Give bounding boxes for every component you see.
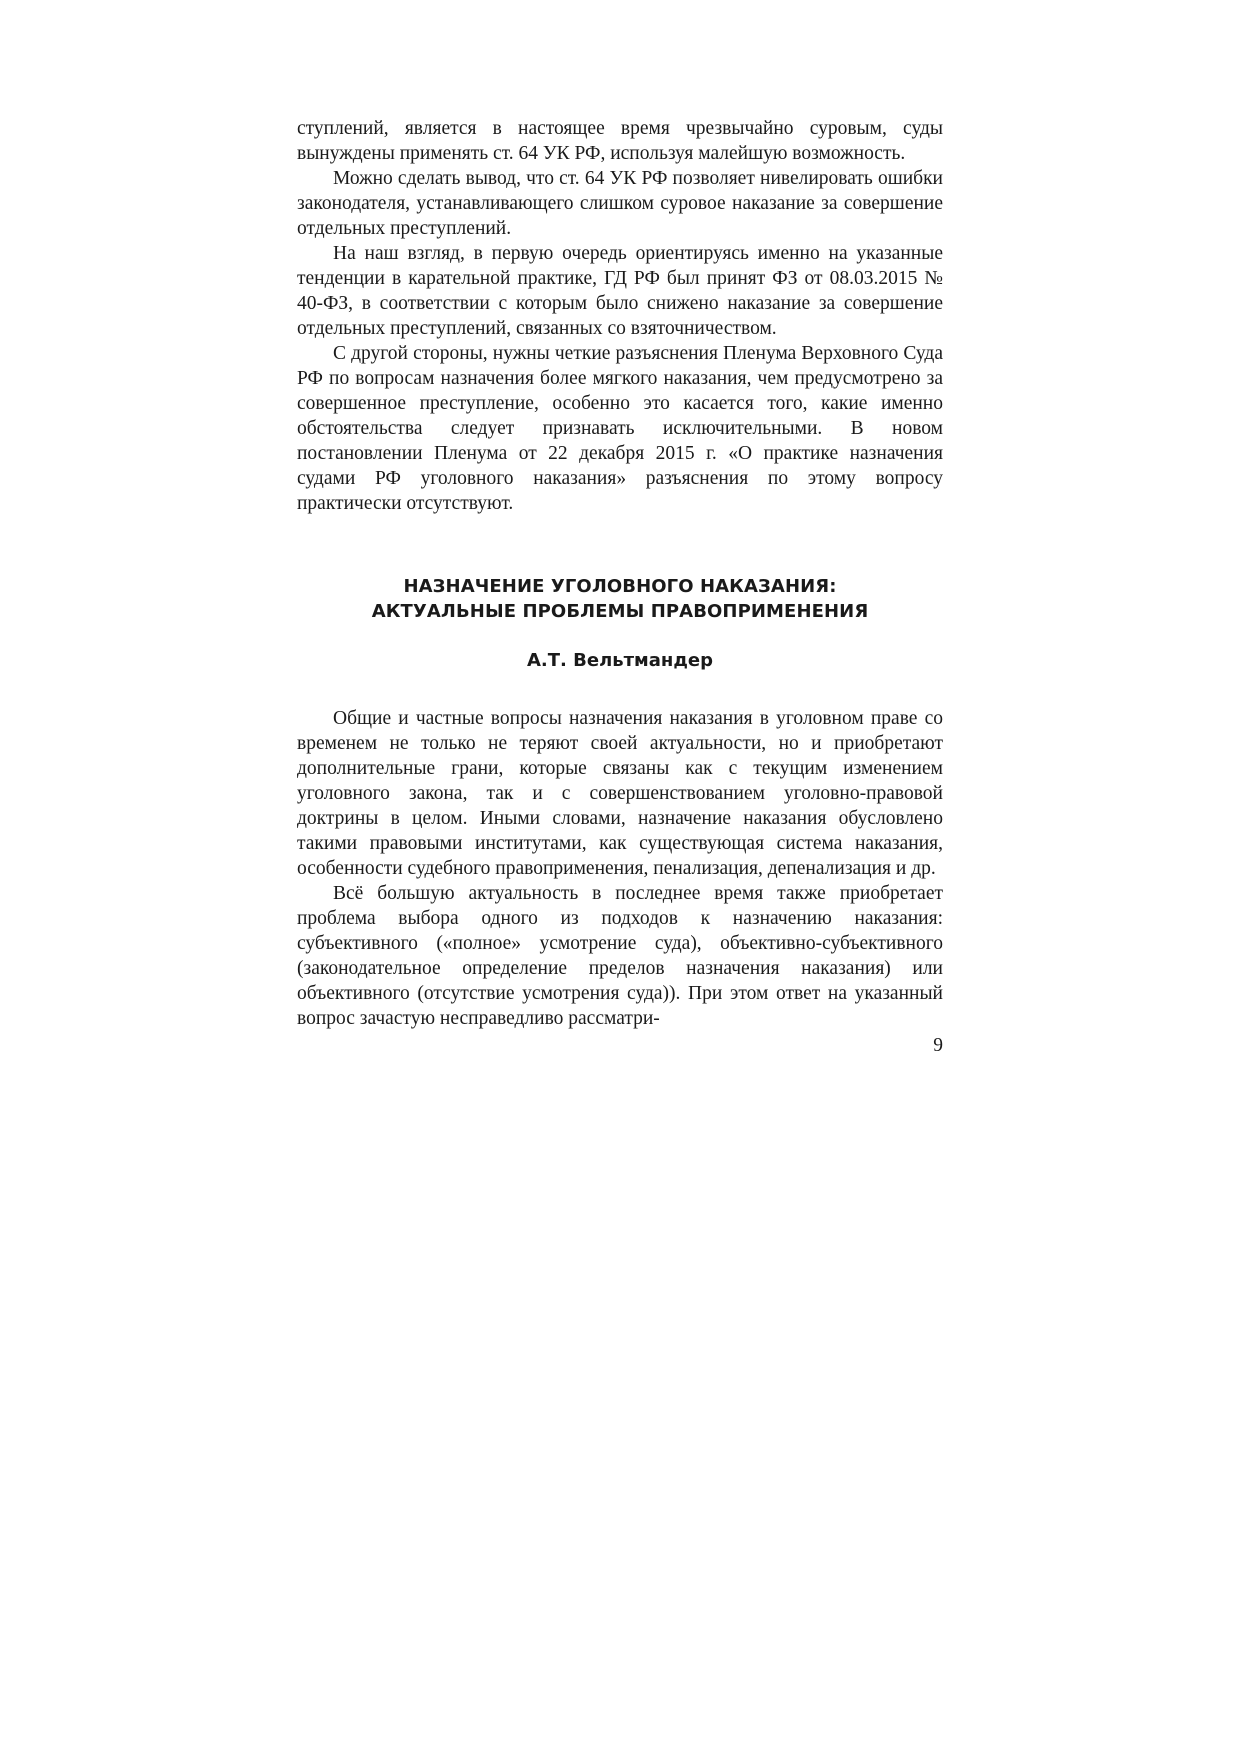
article-body xyxy=(297,706,943,1031)
paragraph: Всё большую актуальность в последнее время также приобретает проблема выбора одного из подходов к назначению наказания: субъективного («полное» усмотрение суда), объективно-субъективного (законодательное определение пределов назначения наказания) или объективного (отсутствие усмотрения суда)). При этом ответ на указанный вопрос зачастую несправедливо рассматри- xyxy=(297,883,943,1029)
text-column xyxy=(297,116,943,1058)
page-number: 9 xyxy=(933,1035,943,1056)
paragraph: С другой стороны, нужны четкие разъяснения Пленума Верховного Суда РФ по вопросам назначения более мягкого наказания, чем предусмотрено за совершенное преступление, особенно это касается того, какие именно обстоятельства следует признавать исключительными. В новом постановлении Пленума от 22 декабря 2015 г. «О практике назначения судами РФ уголовного наказания» разъяснения по этому вопросу практически отсутствуют. xyxy=(297,343,943,514)
article-author: А.Т. Вельтмандер xyxy=(526,650,713,671)
article-title xyxy=(297,574,943,624)
paragraph: Общие и частные вопросы назначения наказания в уголовном праве со временем не только не теряют своей актуальности, но и приобретают дополнительные грани, которые связаны как с текущим изменением уголовного закона, так и с совершенствованием уголовно-правовой доктрины в целом. Иными словами, назначение наказания обусловлено такими правовыми институтами, как существующая система наказания, особенности судебного правоприменения, пенализация, депенализация и др. xyxy=(297,708,943,879)
article-title-line-2: АКТУАЛЬНЫЕ ПРОБЛЕМЫ ПРАВОПРИМЕНЕНИЯ xyxy=(371,601,869,622)
paragraph: На наш взгляд, в первую очередь ориентируясь именно на указанные тенденции в карательной практике, ГД РФ был принят ФЗ от 08.03.2015 № 40-ФЗ, в соответствии с которым было снижено наказание за совершение отдельных преступлений, связанных со взяточничеством. xyxy=(297,243,943,339)
previous-article-ending xyxy=(297,116,943,516)
article-title-line-1: НАЗНАЧЕНИЕ УГОЛОВНОГО НАКАЗАНИЯ: xyxy=(403,576,837,597)
paragraph-continuation: ступлений, является в настоящее время чрезвычайно суровым, суды вынуждены применять ст. 64 УК РФ, используя малейшую возможность. xyxy=(297,118,943,164)
paragraph: Можно сделать вывод, что ст. 64 УК РФ позволяет нивелировать ошибки законодателя, устанавливающего слишком суровое наказание за совершение отдельных преступлений. xyxy=(297,168,943,239)
